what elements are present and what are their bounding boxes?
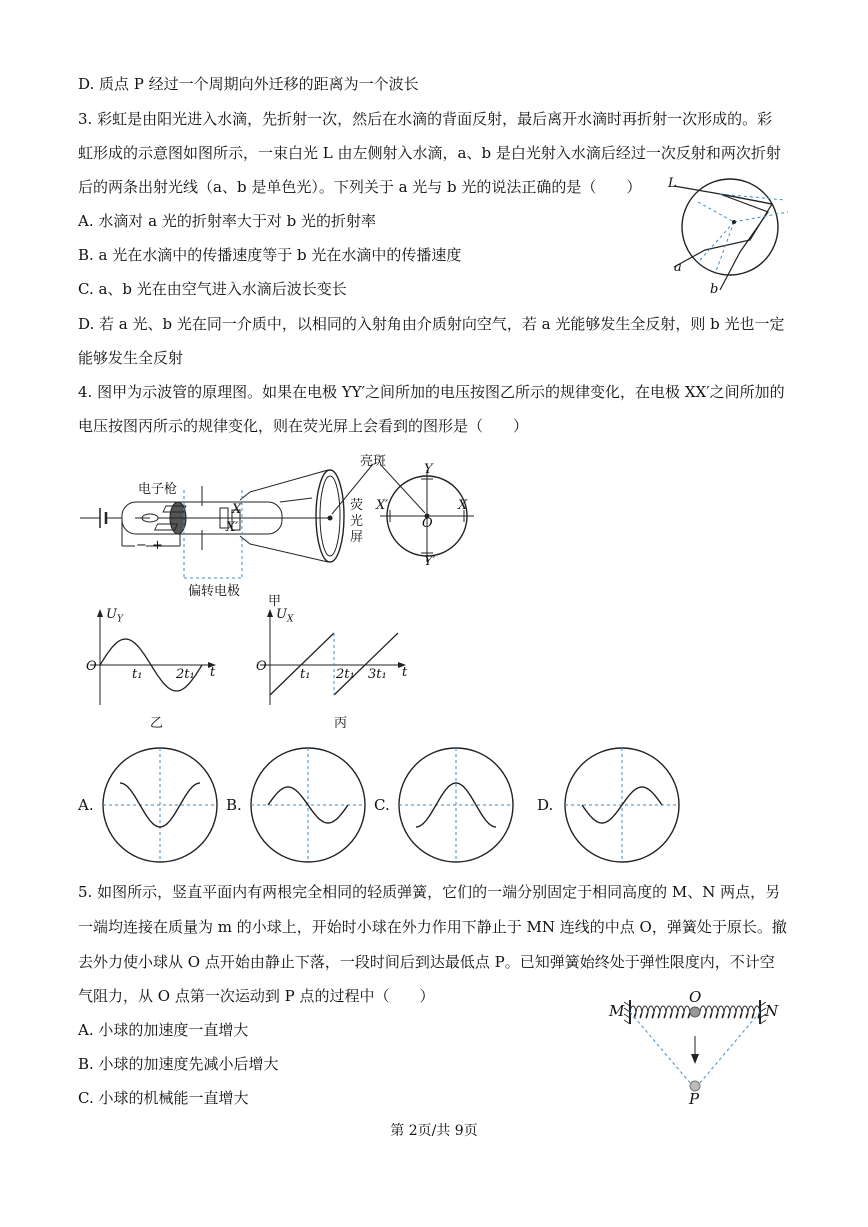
choice-a-label: A. bbox=[78, 796, 94, 814]
option-c: C. 小球的机械能一直增大 bbox=[78, 1089, 249, 1107]
question-5-stem: 5. 如图所示，竖直平面内有两根完全相同的轻质弹簧，它们的一端分别固定于相同高度的 M、N 两点，另 bbox=[78, 883, 781, 901]
option-b: B. 小球的加速度先减小后增大 bbox=[78, 1055, 279, 1073]
option-d: D. 若 a 光、b 光在同一介质中，以相同的入射角由介质射向空气，若 a 光能够发生全反射，则 b 光也一定 bbox=[78, 315, 785, 333]
choice-b-label: B. bbox=[226, 796, 242, 814]
minus-label: − bbox=[136, 538, 147, 553]
spring-figure bbox=[605, 988, 785, 1108]
text-line: 后的两条出射光线（a、b 是单色光）。下列关于 a 光与 b 光的说法正确的是（ ） bbox=[78, 178, 642, 196]
text-line: 虹形成的示意图如图所示，一束白光 L 由左侧射入水滴，a、b 是白光射入水滴后经过一次反射和两次折射 bbox=[78, 144, 781, 162]
plus-label: + bbox=[152, 538, 163, 553]
choice-d-label: D. bbox=[537, 796, 554, 814]
screen-label-2: 光 bbox=[350, 514, 364, 529]
x-prime-label: X′ bbox=[376, 498, 389, 513]
ray-a-label: a bbox=[674, 260, 682, 275]
choice-b-screen bbox=[248, 745, 368, 869]
figure-yi-label: 乙 bbox=[150, 716, 164, 731]
question-3-stem: 3. 彩虹是由阳光进入水滴，先折射一次，然后在水滴的背面反射，最后离开水滴时再折射一次形成的。彩 bbox=[78, 110, 773, 128]
option-b: B. a 光在水滴中的传播速度等于 b 光在水滴中的传播速度 bbox=[78, 246, 462, 264]
choice-a-screen bbox=[100, 745, 220, 869]
text-line: 去外力使小球从 O 点开始由静止下落，一段时间后到达最低点 P。已知弹簧始终处于弹性限度内，不计空 bbox=[78, 953, 775, 971]
text-line: 能够发生全反射 bbox=[78, 349, 184, 367]
t-axis-label: t bbox=[210, 665, 216, 680]
option-a: A. 小球的加速度一直增大 bbox=[78, 1021, 249, 1039]
ray-l-label: L bbox=[668, 176, 677, 191]
t1-label: t₁ bbox=[300, 667, 311, 682]
oscilloscope-tube-figure bbox=[80, 450, 480, 600]
point-m-label: M bbox=[609, 1002, 625, 1020]
deflection-electrode-label: 偏转电极 bbox=[188, 584, 241, 599]
u-y-axis-label: $U_Y$ bbox=[106, 607, 123, 625]
point-o-label: O bbox=[689, 988, 702, 1006]
plate-x-label: X bbox=[232, 502, 242, 517]
text-line: 气阻力，从 O 点第一次运动到 P 点的过程中（ ） bbox=[78, 987, 435, 1005]
text-line: 一端均连接在质量为 m 的小球上，开始时小球在外力作用下静止于 MN 连线的中点 O，弹簧处于原长。撤 bbox=[78, 918, 787, 936]
option-a: A. 水滴对 a 光的折射率大于对 b 光的折射率 bbox=[78, 212, 376, 230]
graph-bing bbox=[250, 605, 420, 710]
plate-x-prime-label: X′ bbox=[226, 520, 239, 535]
2t1-label: 2t₁ bbox=[176, 667, 195, 682]
origin-label: O bbox=[422, 516, 433, 531]
screen-label-3: 屏 bbox=[350, 530, 364, 545]
ray-b-label: b bbox=[710, 282, 719, 297]
figure-bing-label: 丙 bbox=[334, 716, 348, 731]
x-label: X bbox=[458, 498, 468, 513]
choice-c-screen bbox=[396, 745, 516, 869]
screen-label-1: 荧 bbox=[350, 498, 364, 513]
2t1-label: 2t₁ bbox=[336, 667, 355, 682]
point-p-label: P bbox=[689, 1090, 700, 1108]
bright-spot-label: 亮斑 bbox=[360, 454, 387, 469]
figure-jia-label: 甲 bbox=[268, 594, 282, 609]
origin-label: O bbox=[86, 659, 97, 674]
t1-label: t₁ bbox=[132, 667, 143, 682]
origin-label: O bbox=[256, 659, 267, 674]
electron-gun-label: 电子枪 bbox=[138, 482, 178, 497]
text-line: 电压按图丙所示的规律变化，则在荧光屏上会看到的图形是（ ） bbox=[78, 417, 529, 435]
choice-c-label: C. bbox=[374, 796, 390, 814]
option-c: C. a、b 光在由空气进入水滴后波长变长 bbox=[78, 280, 347, 298]
point-n-label: N bbox=[765, 1002, 779, 1020]
choice-d-screen bbox=[562, 745, 682, 869]
3t1-label: 3t₁ bbox=[368, 667, 387, 682]
t-axis-label: t bbox=[402, 665, 408, 680]
question-4-stem: 4. 图甲为示波管的原理图。如果在电极 YY′之间所加的电压按图乙所示的规律变化，在电极 XX′之间所加的 bbox=[78, 383, 785, 401]
y-prime-label: Y′ bbox=[424, 554, 436, 569]
rainbow-droplet-figure bbox=[660, 172, 810, 297]
text-line: D. 质点 P 经过一个周期向外迁移的距离为一个波长 bbox=[78, 75, 419, 93]
y-label: Y bbox=[424, 462, 433, 477]
page-footer: 第 2页/共 9页 bbox=[390, 1123, 478, 1139]
graph-yi bbox=[80, 605, 230, 710]
u-x-axis-label: $U_X$ bbox=[276, 607, 294, 625]
